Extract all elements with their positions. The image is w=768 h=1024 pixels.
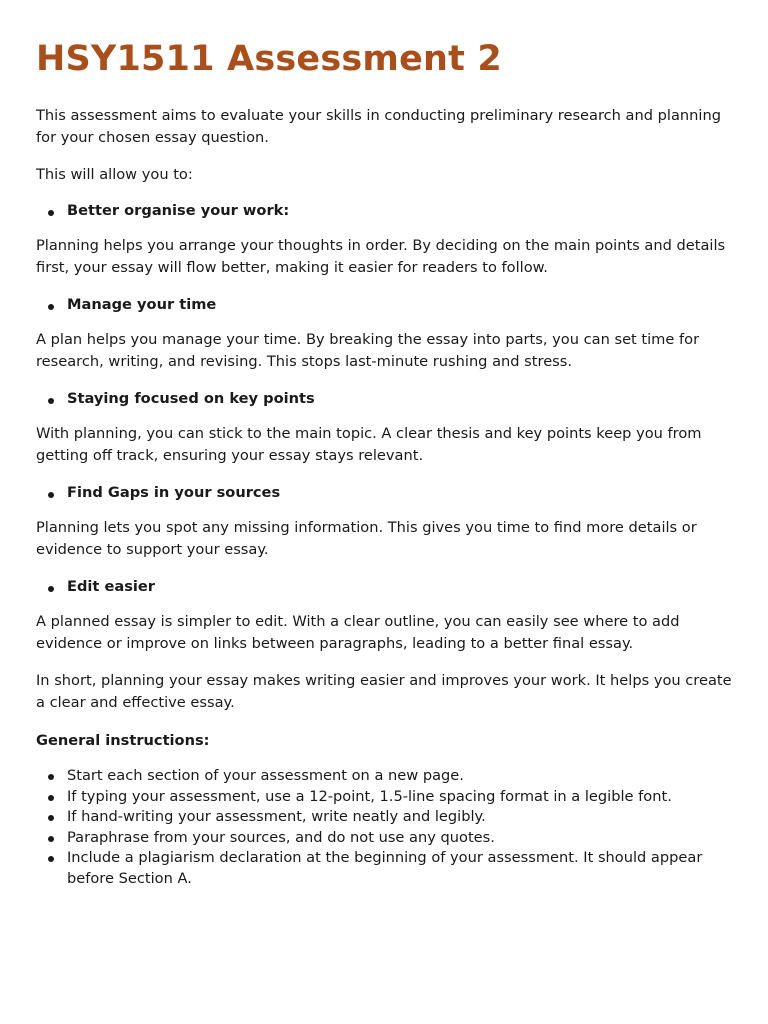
benefit-heading-focus: Staying focused on key points	[36, 388, 738, 410]
page-title: HSY1511 Assessment 2	[36, 39, 502, 79]
benefit-heading-time: Manage your time	[36, 294, 738, 316]
summary-paragraph: In short, planning your essay makes writing easier and improves your work. It helps you create a clear and effective essay.	[36, 672, 732, 711]
benefit-heading-organise: Better organise your work:	[36, 200, 738, 222]
instruction-item: Include a plagiarism declaration at the beginning of your assessment. It should appear before Section A.	[36, 848, 738, 889]
benefit-text-edit: A planned essay is simpler to edit. With a clear outline, you can easily see where to add evidence or improve on links between paragraphs, leading to a better final essay.	[36, 613, 680, 652]
instruction-item: If typing your assessment, use a 12-point, 1.5-line spacing format in a legible font.	[36, 787, 738, 808]
benefit-heading-edit: Edit easier	[36, 576, 738, 598]
allow-paragraph: This will allow you to:	[36, 166, 193, 183]
instruction-item: Start each section of your assessment on a new page.	[36, 766, 738, 787]
benefit-text-focus: With planning, you can stick to the main topic. A clear thesis and key points keep you from getting off track, ensuring your essay stays relevant.	[36, 425, 702, 464]
benefit-heading-gaps: Find Gaps in your sources	[36, 482, 738, 504]
benefit-text-time: A plan helps you manage your time. By breaking the essay into parts, you can set time for research, writing, and revising. This stops last-minute rushing and stress.	[36, 331, 700, 370]
general-instructions-label: General instructions:	[36, 732, 210, 749]
benefit-text-organise: Planning helps you arrange your thoughts in order. By deciding on the main points and details first, your essay will flow better, making it easier for readers to follow.	[36, 237, 726, 276]
instruction-item: If hand-writing your assessment, write neatly and legibly.	[36, 807, 738, 828]
instruction-item: Paraphrase from your sources, and do not use any quotes.	[36, 828, 738, 849]
intro-paragraph: This assessment aims to evaluate your skills in conducting preliminary research and planning for your chosen essay question.	[36, 107, 721, 146]
benefit-text-gaps: Planning lets you spot any missing information. This gives you time to find more details or evidence to support your essay.	[36, 519, 697, 558]
general-instructions-list	[36, 766, 738, 889]
